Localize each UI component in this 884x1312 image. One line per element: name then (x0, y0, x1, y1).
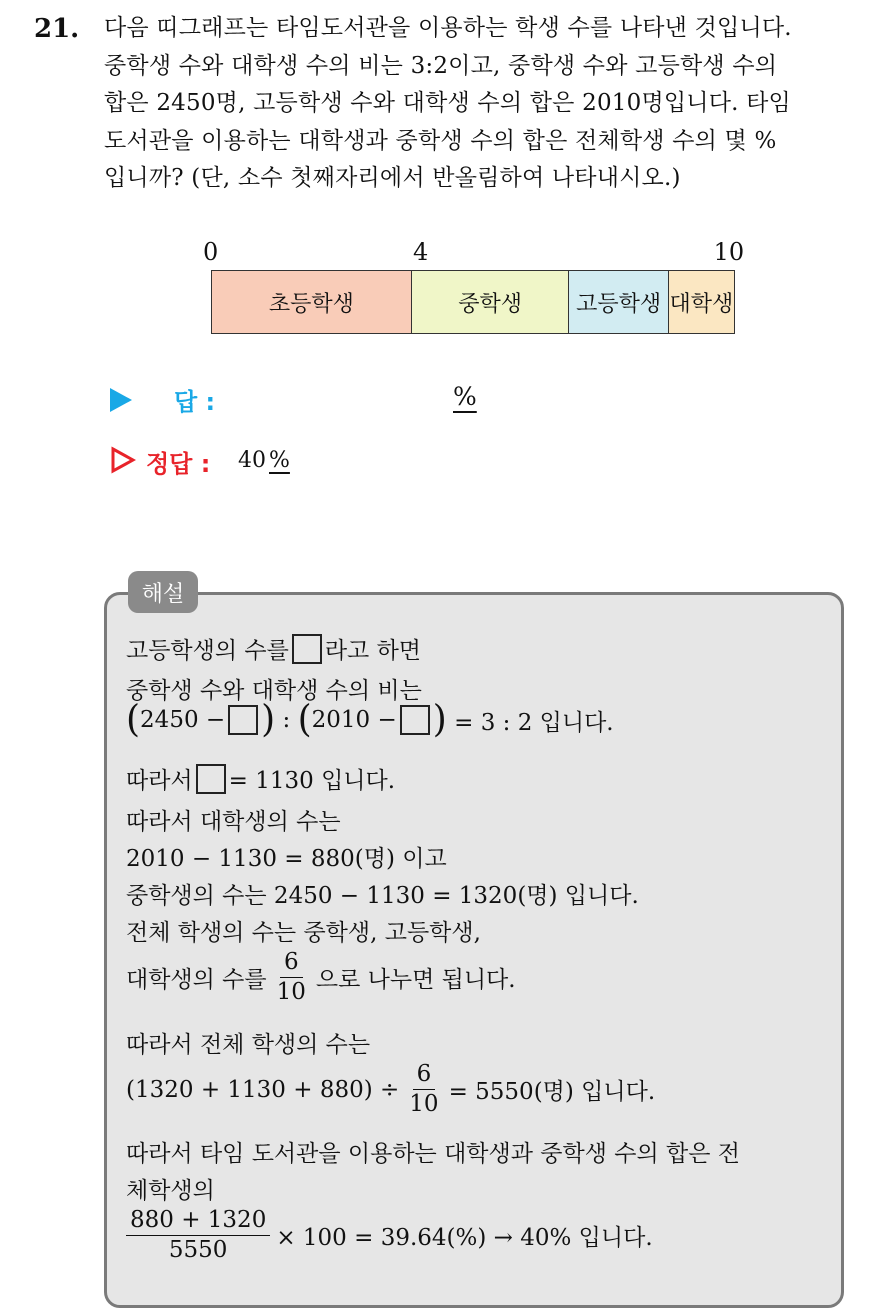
answer-row (110, 380, 610, 420)
question-line: 합은 2450명, 고등학생 수와 대학생 수의 합은 2010명입니다. 타임 (104, 90, 791, 116)
solution-line (126, 697, 614, 741)
correct-answer-number: 40 (238, 448, 266, 473)
solution-text: 따라서 대학생의 수는 (126, 809, 341, 835)
solution-text: 체학생의 (126, 1178, 215, 1204)
solution-text: = 5550(명) 입니다. (448, 1079, 656, 1106)
answer-unit: % (453, 382, 477, 411)
tick-label: 0 (203, 238, 219, 266)
fraction-numerator: 880 + 1320 (126, 1208, 270, 1236)
strip-graph (211, 270, 735, 334)
strip-segment: 고등학생 (568, 271, 667, 333)
solution-text: 2450 − (140, 707, 226, 733)
solution-line (126, 840, 447, 873)
solution-text: = 3 : 2 입니다. (446, 709, 614, 736)
paren: ( (297, 697, 312, 741)
answer-label: 답 : (174, 388, 216, 416)
question-line: 도서관을 이용하는 대학생과 중학생 수의 합은 전체학생 수의 몇 % (104, 127, 777, 154)
solution-line (126, 762, 395, 795)
correct-answer-value (238, 448, 290, 473)
blank-box (400, 705, 430, 735)
solution-line (126, 950, 516, 1006)
strip-segment: 초등학생 (212, 271, 411, 333)
solution-text: 2010 − (311, 707, 397, 733)
solution-line (126, 1026, 370, 1059)
blank-box (228, 705, 258, 735)
solution-text: × 100 = 39.64(%) → 40% 입니다. (276, 1225, 653, 1252)
solution-line (126, 1208, 653, 1264)
question-number: 21. (34, 14, 80, 44)
paren: ) (432, 697, 447, 741)
solution-text: 대학생의 수를 (126, 967, 267, 994)
strip-segment: 중학생 (411, 271, 569, 333)
blank-box (292, 634, 322, 664)
solution-text: = 1130 입니다. (228, 768, 396, 794)
solution-line (126, 632, 421, 665)
correct-answer-label: 정답 : (146, 450, 211, 478)
solution-line (126, 914, 481, 947)
outline-arrow-icon (110, 446, 136, 474)
solution-line (126, 877, 639, 910)
fraction-denominator: 10 (276, 979, 306, 1006)
strip-segment: 대학생 (668, 271, 734, 333)
fraction-denominator: 10 (409, 1091, 439, 1118)
paren: ) (261, 697, 276, 741)
solution-line (126, 803, 341, 836)
solution-text: 2010 − 1130 = 880(명) 이고 (126, 846, 447, 872)
question-line: 입니까? (단, 소수 첫째자리에서 반올림하여 나타내시오.) (104, 165, 681, 191)
tick-label: 10 (713, 238, 745, 266)
solution-text: 따라서 타임 도서관을 이용하는 대학생과 중학생 수의 합은 전 (126, 1141, 740, 1167)
question-line: 중학생 수와 대학생 수의 비는 3:2이고, 중학생 수와 고등학생 수의 (104, 52, 778, 79)
paren: ( (126, 697, 141, 741)
fraction (273, 950, 310, 1006)
solution-text: 중학생의 수는 2450 − 1130 = 1320(명) 입니다. (126, 883, 639, 909)
fraction-denominator: 5550 (168, 1237, 228, 1264)
fraction-numerator: 6 (280, 950, 303, 978)
solution-line (126, 1172, 215, 1205)
fraction-numerator: 6 (413, 1062, 436, 1090)
solution-text: 따라서 전체 학생의 수는 (126, 1032, 371, 1058)
solution-line (126, 1135, 740, 1168)
solution-line (126, 1062, 655, 1118)
solution-text: (1320 + 1130 + 880) ÷ (126, 1076, 400, 1103)
tick-label: 4 (412, 238, 429, 266)
play-arrow-icon (110, 388, 132, 412)
solution-text: : (275, 707, 298, 733)
fraction (405, 1062, 442, 1118)
correct-answer-unit: % (269, 448, 290, 473)
solution-text: 으로 나누면 됩니다. (315, 967, 516, 994)
solution-text: 전체 학생의 수는 중학생, 고등학생, (126, 920, 481, 946)
question-text (104, 10, 864, 198)
solution-text: 중학생 수와 대학생 수의 비는 (126, 678, 422, 704)
solution-tab: 해설 (128, 571, 198, 613)
correct-answer-row (110, 442, 510, 482)
question-line: 다음 띠그래프는 타임도서관을 이용하는 학생 수를 나타낸 것입니다. (104, 15, 792, 41)
solution-text: 고등학생의 수를 (126, 638, 289, 664)
solution-text: 라고 하면 (324, 638, 422, 664)
fraction (126, 1208, 270, 1264)
blank-box (196, 764, 226, 794)
solution-text: 따라서 (126, 768, 193, 794)
